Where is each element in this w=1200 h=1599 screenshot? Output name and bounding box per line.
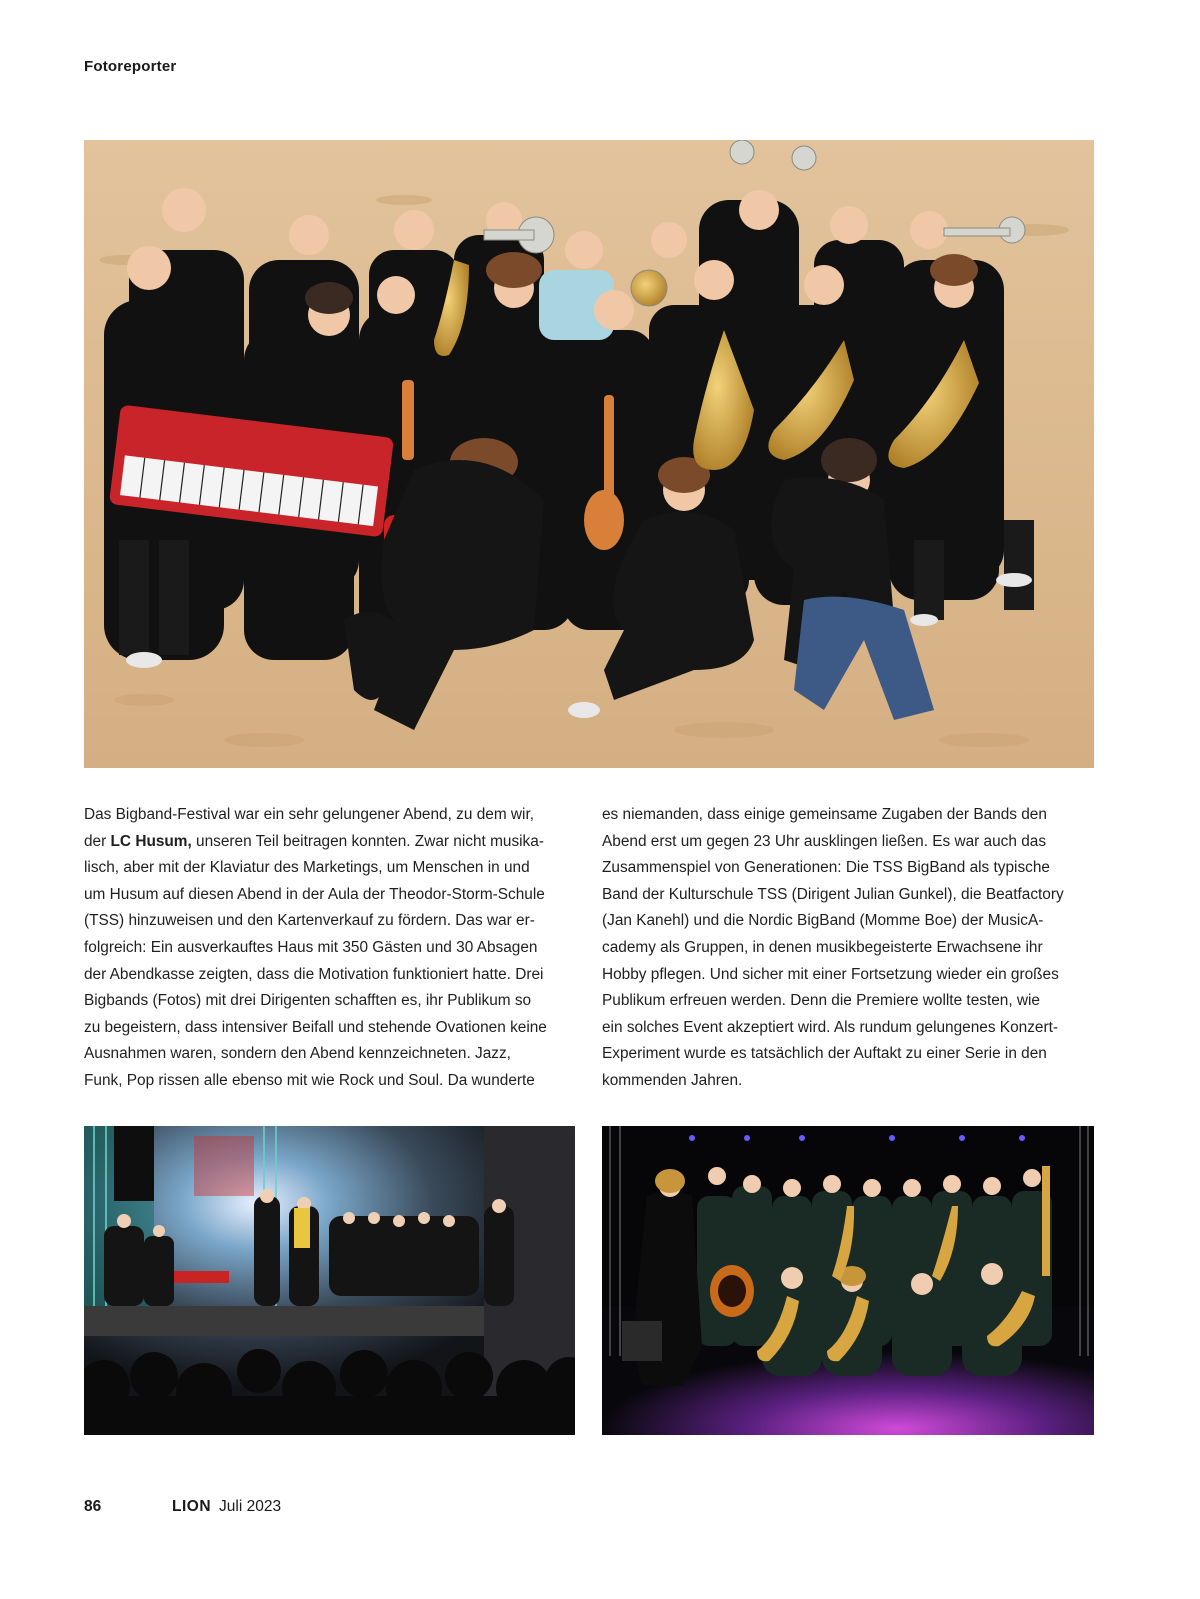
page-number: 86: [84, 1498, 102, 1515]
text-line: (TSS) hinzuweisen und den Kartenverkauf zu fördern. Das war er-: [84, 912, 535, 930]
bigband-stage-image: [602, 1126, 1094, 1435]
text-line: Abend erst um gegen 23 Uhr ausklingen ließen. Es war auch das: [602, 832, 1047, 850]
page-footer: [84, 1498, 281, 1516]
text-line: folgreich: Ein ausverkauftes Haus mit 350 Gästen und 30 Absagen: [84, 938, 538, 956]
text-line: Bigbands (Fotos) mit drei Dirigenten schafften es, ihr Publikum so: [84, 992, 532, 1010]
text-line: Das Bigband-Festival war ein sehr gelungener Abend, zu dem wir,: [84, 806, 534, 823]
text-line: Publikum erfreuen werden. Denn die Premiere wollte testen, wie: [602, 992, 1040, 1010]
text-line: Hobby pflegen. Und sicher mit einer Fortsetzung wieder ein großes: [602, 965, 1059, 983]
text-line: um Husum auf diesen Abend in der Aula der Theodor-Storm-Schule: [84, 885, 545, 903]
concert-photo: [84, 1126, 575, 1435]
text-line: Experiment wurde es tatsächlich der Auftakt zu einer Serie in den: [602, 1045, 1047, 1063]
text-line: Zusammenspiel von Generationen: Die TSS BigBand als typische: [602, 859, 1050, 877]
text-line: Ausnahmen waren, sondern den Abend kennzeichneten. Jazz,: [84, 1045, 511, 1063]
text-line: zu begeistern, dass intensiver Beifall und stehende Ovationen keine: [84, 1018, 547, 1036]
band-group-photo: [602, 1126, 1094, 1435]
group-photo-image: [84, 140, 1094, 768]
text-line: Band der Kulturschule TSS (Dirigent Julian Gunkel), die Beatfactory: [602, 885, 1064, 903]
concert-stage-image: [84, 1126, 575, 1435]
text-line: es niemanden, dass einige gemeinsame Zugaben der Bands den: [602, 806, 1047, 823]
club-name: LC Husum,: [110, 832, 192, 850]
text-line: (Jan Kanehl) und die Nordic BigBand (Momme Boe) der MusicA-: [602, 912, 1044, 930]
text-line: kommenden Jahren.: [602, 1071, 743, 1089]
text-line: der LC Husum, unseren Teil beitragen konnten. Zwar nicht musika-: [84, 832, 544, 850]
article-left-column: [84, 802, 576, 1095]
section-label: Fotoreporter: [84, 58, 177, 75]
magazine-name: LION: [172, 1498, 212, 1515]
article-right-column: [602, 802, 1094, 1095]
text-line: cademy als Gruppen, in denen musikbegeisterte Erwachsene ihr: [602, 938, 1043, 956]
text-line: lisch, aber mit der Klaviatur des Marketings, um Menschen in und: [84, 859, 530, 877]
text-line: der Abendkasse zeigten, dass die Motivation funktioniert hatte. Drei: [84, 965, 544, 983]
issue-date: Juli 2023: [219, 1498, 282, 1515]
main-photo: [84, 140, 1094, 768]
text-line: Funk, Pop rissen alle ebenso mit wie Rock und Soul. Da wunderte: [84, 1071, 535, 1089]
text-line: ein solches Event akzeptiert wird. Als rundum gelungenes Konzert-: [602, 1018, 1058, 1036]
